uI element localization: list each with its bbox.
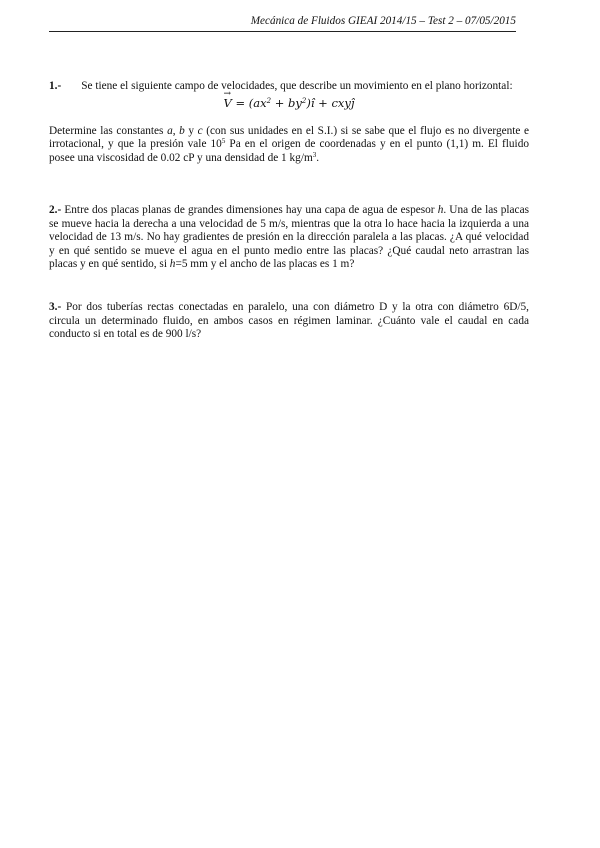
- problem-3-text: Por dos tuberías rectas conectadas en paralelo, una con diámetro D y la otra con diámetro 6D/5, circula un determinado fluido, en ambos casos en régimen laminar. ¿Cuánto vale el caudal en cada conducto si en total es de 900 l/s?: [49, 301, 529, 341]
- problem-1-body-end: .: [316, 151, 320, 164]
- problem-1-body-part2: (con sus unidades en el S.I.) si se sabe que el flujo es no divergente e irrotacional, y que la presión vale 10: [49, 124, 530, 151]
- density-exponent: 3: [312, 150, 317, 159]
- problem-1-intro: [49, 80, 529, 94]
- problem-1-body-part1: Determine las constantes: [49, 124, 168, 137]
- problem-1-body-part3: Pa en el origen de coordenadas y en el punto (1,1) m. El fluido posee una viscosidad de 0.02 cP y una densidad de 1 kg/m: [49, 138, 529, 164]
- equation-rest: )î + cxyĵ: [306, 95, 355, 110]
- equation-plus-b: + by: [271, 95, 302, 110]
- problem-1: [49, 80, 529, 165]
- header-text: Mecánica de Fluidos GIEAI 2014/15 – Test 2 – 07/05/2015: [250, 15, 516, 27]
- thickness-h-2: h: [169, 258, 176, 271]
- velocity-vector-symbol: → V: [224, 95, 232, 111]
- thickness-h: h: [437, 204, 444, 216]
- problem-2-number: 2.-: [49, 204, 62, 216]
- constant-c: c: [197, 124, 203, 137]
- problem-1-intro-text: Se tiene el siguiente campo de velocidades, que describe un movimiento en el plano horizontal:: [81, 80, 513, 92]
- constant-a: a: [167, 124, 173, 137]
- problem-1-number: 1.-: [49, 80, 62, 92]
- problem-3-number: 3.-: [49, 301, 62, 313]
- page-header: [49, 14, 516, 32]
- problem-2-text-part3: =5 mm y el ancho de las placas es 1 m?: [175, 258, 355, 271]
- problem-2-text-part2: . Una de las placas se mueve hacia la derecha a una velocidad de 5 m/s, mientras que la otra lo hace hacia la izquierda a una velocidad de 13 m/s. No hay gradientes de presión en la dirección paralela a las placas. ¿A qué velocidad y en qué sentido se mueve el agua en el punto medio entre las placas? ¿Qué caudal neto arrastran las placas y en qué sentido, si: [49, 204, 529, 271]
- pressure-exponent: 5: [221, 137, 226, 146]
- constant-b: b: [179, 124, 185, 137]
- problem-1-sep1: ,: [172, 124, 180, 137]
- equation-square-1: 2: [266, 96, 272, 105]
- equation-rhs: = (ax: [235, 95, 267, 110]
- velocity-equation: [49, 95, 529, 111]
- problem-2: [49, 204, 529, 272]
- equation-square-2: 2: [301, 96, 307, 105]
- problem-3: [49, 301, 529, 342]
- problem-1-sep2: y: [184, 124, 198, 137]
- problem-2-text-part1: Entre dos placas planas de grandes dimensiones hay una capa de agua de espesor: [61, 204, 438, 216]
- problem-1-body: [49, 125, 529, 166]
